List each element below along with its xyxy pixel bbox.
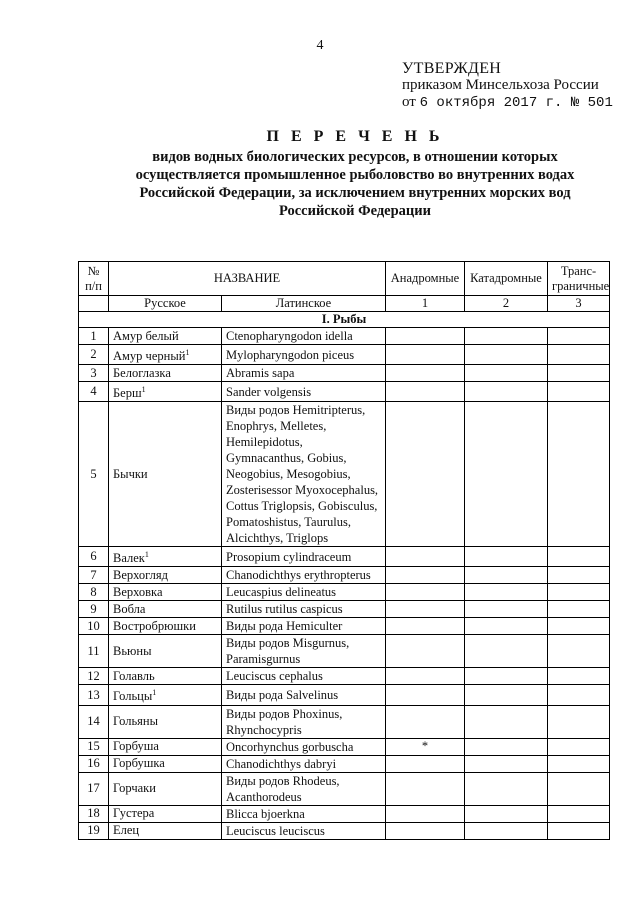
header-col3: 3	[548, 296, 610, 312]
transboundary-cell	[548, 601, 610, 618]
row-number: 9	[79, 601, 109, 618]
russian-name	[109, 618, 222, 635]
header-anadromous: Анадромные	[386, 262, 465, 296]
header-transboundary: Транс-граничные	[548, 262, 610, 296]
row-number: 10	[79, 618, 109, 635]
table-row	[79, 567, 610, 584]
footnote-marker: 1	[152, 688, 157, 698]
anadromous-cell	[386, 584, 465, 601]
catadromous-cell	[465, 567, 548, 584]
approval-block	[402, 60, 613, 112]
row-number: 18	[79, 805, 109, 822]
catadromous-cell	[465, 635, 548, 668]
latin-name: Sander volgensis	[222, 382, 386, 402]
russian-name-text: Валек	[113, 551, 145, 566]
russian-name-text: Бычки	[113, 466, 148, 481]
table-row	[79, 685, 610, 705]
russian-name-text: Амур черный	[113, 349, 186, 364]
catadromous-cell	[465, 547, 548, 567]
anadromous-cell	[386, 705, 465, 738]
transboundary-cell	[548, 328, 610, 345]
approval-date: 6 октября 2017 г. № 501	[419, 95, 613, 111]
table-row	[79, 805, 610, 822]
transboundary-cell	[548, 402, 610, 547]
russian-name-text: Белоглазка	[113, 365, 171, 380]
russian-name	[109, 584, 222, 601]
species-table	[78, 261, 610, 840]
anadromous-cell	[386, 755, 465, 772]
latin-name: Виды родов Misgurnus, Paramisgurnus	[222, 635, 386, 668]
table-row	[79, 402, 610, 547]
russian-name	[109, 738, 222, 755]
catadromous-cell	[465, 584, 548, 601]
row-number: 14	[79, 705, 109, 738]
transboundary-cell	[548, 567, 610, 584]
anadromous-cell	[386, 345, 465, 365]
russian-name-text: Горчаки	[113, 781, 156, 796]
table-row	[79, 755, 610, 772]
header-num: № п/п	[79, 262, 109, 296]
russian-name	[109, 755, 222, 772]
table-row	[79, 822, 610, 839]
russian-name	[109, 382, 222, 402]
table-row	[79, 382, 610, 402]
russian-name	[109, 668, 222, 685]
row-number: 11	[79, 635, 109, 668]
latin-name: Leucaspius delineatus	[222, 584, 386, 601]
russian-name-text: Елец	[113, 823, 140, 838]
transboundary-cell	[548, 738, 610, 755]
russian-name-text: Гольцы	[113, 689, 153, 704]
latin-name: Rutilus rutilus caspicus	[222, 601, 386, 618]
latin-name: Виды родов Phoxinus, Rhynchocypris	[222, 705, 386, 738]
anadromous-cell	[386, 822, 465, 839]
anadromous-cell	[386, 805, 465, 822]
header-num-blank	[79, 296, 109, 312]
footnote-marker: 1	[141, 385, 146, 395]
document-subtitle: видов водных биологических ресурсов, в отношении которых осуществляется промышленное рыболовство во внутренних водах Российской Федерации, за исключением внутренних морских вод Российской Федерации	[135, 149, 575, 219]
catadromous-cell	[465, 402, 548, 547]
transboundary-cell	[548, 584, 610, 601]
footnote-marker: 1	[144, 550, 149, 560]
russian-name	[109, 705, 222, 738]
catadromous-cell	[465, 705, 548, 738]
document-heading	[120, 128, 590, 220]
row-number: 1	[79, 328, 109, 345]
section-row	[79, 312, 610, 328]
transboundary-cell	[548, 345, 610, 365]
russian-name	[109, 345, 222, 365]
russian-name-text: Голавль	[113, 668, 155, 683]
row-number: 19	[79, 822, 109, 839]
latin-name: Chanodichthys erythropterus	[222, 567, 386, 584]
document-title: П Е Р Е Ч Е Н Ь	[266, 128, 444, 145]
latin-name: Blicca bjoerkna	[222, 805, 386, 822]
header-catadromous: Катадромные	[465, 262, 548, 296]
latin-name: Виды рода Hemiculter	[222, 618, 386, 635]
russian-name	[109, 772, 222, 805]
russian-name	[109, 365, 222, 382]
header-name: НАЗВАНИЕ	[109, 262, 386, 296]
row-number: 15	[79, 738, 109, 755]
row-number: 16	[79, 755, 109, 772]
row-number: 2	[79, 345, 109, 365]
russian-name	[109, 635, 222, 668]
approval-date-prefix: от	[402, 94, 416, 110]
latin-name: Chanodichthys dabryi	[222, 755, 386, 772]
row-number: 8	[79, 584, 109, 601]
table-row	[79, 618, 610, 635]
anadromous-cell	[386, 601, 465, 618]
russian-name-text: Вобла	[113, 601, 146, 616]
russian-name-text: Востробрюшки	[113, 618, 196, 633]
anadromous-cell	[386, 685, 465, 705]
anadromous-cell	[386, 668, 465, 685]
transboundary-cell	[548, 805, 610, 822]
approval-order: приказом Минсельхоза России	[402, 77, 599, 93]
latin-name: Leuciscus cephalus	[222, 668, 386, 685]
row-number: 12	[79, 668, 109, 685]
row-number: 3	[79, 365, 109, 382]
russian-name-text: Горбуша	[113, 739, 159, 754]
anadromous-cell	[386, 365, 465, 382]
table-row	[79, 365, 610, 382]
anadromous-cell	[386, 402, 465, 547]
table-row	[79, 705, 610, 738]
russian-name	[109, 601, 222, 618]
section-title: I. Рыбы	[79, 312, 610, 328]
catadromous-cell	[465, 772, 548, 805]
catadromous-cell	[465, 328, 548, 345]
table-row	[79, 738, 610, 755]
russian-name	[109, 685, 222, 705]
anadromous-cell	[386, 547, 465, 567]
table-row	[79, 601, 610, 618]
row-number: 4	[79, 382, 109, 402]
catadromous-cell	[465, 685, 548, 705]
row-number: 13	[79, 685, 109, 705]
table-row	[79, 328, 610, 345]
latin-name: Prosopium cylindraceum	[222, 547, 386, 567]
transboundary-cell	[548, 618, 610, 635]
russian-name-text: Гольяны	[113, 714, 158, 729]
catadromous-cell	[465, 345, 548, 365]
page-number: 4	[316, 38, 324, 53]
russian-name	[109, 402, 222, 547]
catadromous-cell	[465, 601, 548, 618]
row-number: 6	[79, 547, 109, 567]
table-subheader-row	[79, 296, 610, 312]
transboundary-cell	[548, 668, 610, 685]
table-header-row	[79, 262, 610, 296]
transboundary-cell	[548, 365, 610, 382]
latin-name: Виды родов Hemitripterus, Enophrys, Melletes, Hemilepidotus, Gymnacanthus, Gobius, Neogobius, Mesogobius, Zosterisessor Myoxocephalus, Cottus Triglopsis, Gobisculus, Pomatoshistus, Taurulus, Alcichthys, Triglops	[222, 402, 386, 547]
anadromous-cell: *	[386, 738, 465, 755]
russian-name-text: Берш	[113, 386, 142, 401]
transboundary-cell	[548, 685, 610, 705]
latin-name: Виды родов Rhodeus, Acanthorodeus	[222, 772, 386, 805]
catadromous-cell	[465, 382, 548, 402]
approval-title: УТВЕРЖДЕН	[402, 60, 502, 77]
header-col1: 1	[386, 296, 465, 312]
catadromous-cell	[465, 755, 548, 772]
anadromous-cell	[386, 618, 465, 635]
catadromous-cell	[465, 738, 548, 755]
latin-name: Ctenopharyngodon idella	[222, 328, 386, 345]
transboundary-cell	[548, 635, 610, 668]
transboundary-cell	[548, 755, 610, 772]
russian-name	[109, 328, 222, 345]
header-russian: Русское	[109, 296, 222, 312]
header-latin: Латинское	[222, 296, 386, 312]
transboundary-cell	[548, 382, 610, 402]
transboundary-cell	[548, 705, 610, 738]
approval-date-line	[402, 94, 613, 112]
catadromous-cell	[465, 822, 548, 839]
row-number: 17	[79, 772, 109, 805]
russian-name	[109, 805, 222, 822]
row-number: 5	[79, 402, 109, 547]
latin-name: Mylopharyngodon piceus	[222, 345, 386, 365]
russian-name-text: Верховка	[113, 584, 163, 599]
catadromous-cell	[465, 668, 548, 685]
russian-name	[109, 567, 222, 584]
header-col2: 2	[465, 296, 548, 312]
table-row	[79, 772, 610, 805]
russian-name-text: Горбушка	[113, 756, 165, 771]
catadromous-cell	[465, 805, 548, 822]
latin-name: Oncorhynchus gorbuscha	[222, 738, 386, 755]
anadromous-cell	[386, 772, 465, 805]
anadromous-cell	[386, 567, 465, 584]
russian-name-text: Верхогляд	[113, 567, 168, 582]
russian-name-text: Вьюны	[113, 643, 152, 658]
transboundary-cell	[548, 772, 610, 805]
russian-name	[109, 822, 222, 839]
anadromous-cell	[386, 635, 465, 668]
catadromous-cell	[465, 365, 548, 382]
transboundary-cell	[548, 822, 610, 839]
table-row	[79, 668, 610, 685]
latin-name: Leuciscus leuciscus	[222, 822, 386, 839]
russian-name	[109, 547, 222, 567]
latin-name: Abramis sapa	[222, 365, 386, 382]
footnote-marker: 1	[185, 348, 190, 357]
russian-name-text: Амур белый	[113, 328, 179, 343]
transboundary-cell	[548, 547, 610, 567]
anadromous-cell	[386, 328, 465, 345]
catadromous-cell	[465, 618, 548, 635]
table-row	[79, 345, 610, 365]
russian-name-text: Густера	[113, 806, 155, 821]
table-row	[79, 584, 610, 601]
latin-name: Виды рода Salvelinus	[222, 685, 386, 705]
anadromous-cell	[386, 382, 465, 402]
row-number: 7	[79, 567, 109, 584]
table-row	[79, 547, 610, 567]
table-row	[79, 635, 610, 668]
